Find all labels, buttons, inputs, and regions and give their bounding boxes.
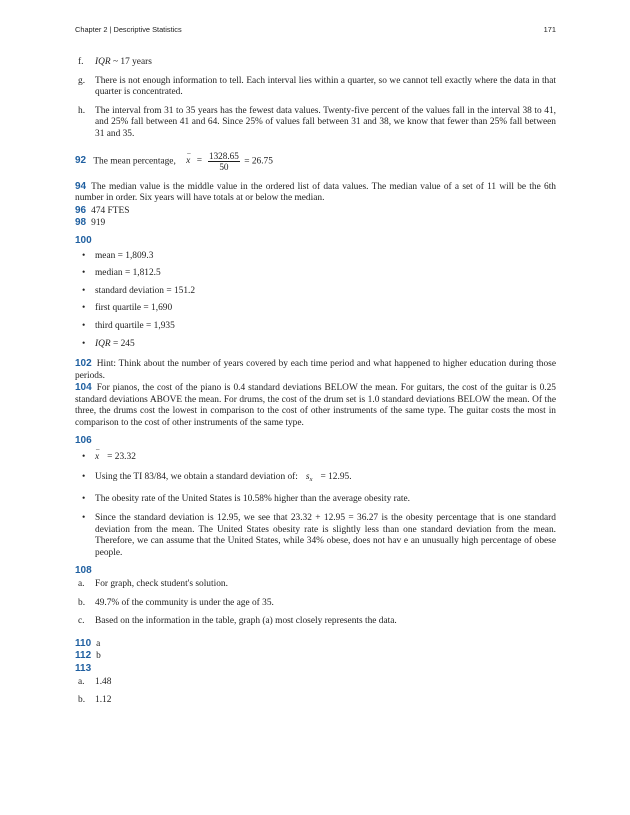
list-item [75,579,556,591]
answer-96 [75,205,556,218]
graph-answer-list [75,579,556,628]
iqr-label: IQR [95,57,111,67]
item-letter: b. [78,597,86,608]
xbar-symbol: – x [186,156,190,168]
item-letter: h. [78,105,86,116]
answer-content [75,57,556,714]
bullet: • [82,513,86,524]
list-item [75,321,556,333]
list-item [75,339,556,351]
item-text: Based on the information in the table, graph (a) most closely represents the data. [95,616,397,627]
answer-number: 94 [75,180,87,192]
page-number: 171 [543,25,556,34]
list-item [75,57,556,69]
list-item [75,513,556,559]
answer-number: 113 [75,662,92,674]
answer-text: 474 FTES [91,205,130,216]
answer-94 [75,181,556,205]
zscore-answer-list [75,677,556,707]
mean-fraction [208,151,240,172]
bullet: • [82,320,86,331]
xbar-symbol: – x [95,452,99,464]
list-item [75,472,556,486]
answer-text: a [96,638,101,649]
bullet: • [82,338,86,349]
s-symbol: s [305,471,310,482]
iqr-label: IQR [95,338,111,349]
bullet: • [82,250,86,261]
answer-number: 104 [75,382,92,394]
item-letter: a. [78,676,85,687]
item-text: Using the TI 83/84, we obtain a standard deviation of: [95,471,298,482]
item-text: first quartile = 1,690 [95,303,173,314]
bullet: • [82,303,86,314]
answer-number: 110 [75,637,92,649]
list-item [75,494,556,506]
bullet: • [82,494,86,505]
answer-text: For pianos, the cost of the piano is 0.4 standard deviations BELOW the mean. For guitars, the cost of the guitar is 0.25 standard deviations ABOVE the mean. For drums, the cost of the drum set is 1.0 standard deviations BELOW the mean. Of the three, the drums cost the lowest in comparison to the cost of other instruments of the same type. The guitar costs the most in comparison to the cost of other instruments of the same type. [75,383,556,429]
item-text: 1.48 [95,676,112,687]
answer-number: 100 [75,234,92,246]
item-text: = 23.32 [107,452,136,463]
item-text: median = 1,812.5 [95,268,161,279]
answer-number: 106 [75,434,92,446]
list-item [75,268,556,280]
answer-number: 108 [75,565,92,577]
answer-number: 102 [75,358,92,370]
list-item [75,616,556,628]
fraction-numerator: 1328.65 [208,150,239,161]
bullet: • [82,471,86,482]
s-subscript: x [309,475,313,483]
item-text: third quartile = 1,935 [95,320,175,331]
item-letter: a. [78,579,85,589]
stats-bullet-list [75,251,556,351]
item-text: The interval from 31 to 35 years has the fewest data values. Twenty-five percent of the values fall in the interval 38 to 41, and 25% fall between 41 and 64. Since 25% of values fall between 31 and 38, we know that fewer than 25% fall between 31 and 35. [95,105,556,139]
answer-text: b [96,651,101,662]
answer-text: The mean percentage, [93,156,176,167]
answer-112 [75,650,556,663]
item-text: = 12.95. [320,471,352,482]
list-item [75,303,556,315]
answer-106 [75,435,556,560]
bullet: • [82,285,86,296]
item-letter: f. [78,57,84,67]
bullet: • [82,452,86,463]
answer-104 [75,382,556,429]
previous-answer-list [75,57,556,141]
item-letter: b. [78,695,86,706]
answer-108 [75,565,556,627]
item-letter: g. [78,75,86,86]
answer-number: 92 [75,155,87,167]
obesity-bullet-list [75,452,556,559]
answer-113 [75,663,556,707]
answer-100 [75,235,556,350]
item-text: Since the standard deviation is 12.95, we see that 23.32 + 12.95 = 36.27 is the obesity percentage that is one standard deviation from the mean. The United States obesity rate is slightly less than one standard deviation from the mean. Therefore, we can assume that the United States, while 34% obese, does not hav e an unusually high percentage of obese people. [95,513,556,558]
fraction-denominator: 50 [219,161,229,172]
answer-number: 96 [75,204,87,216]
list-item [75,677,556,689]
item-text: mean = 1,809.3 [95,250,154,261]
answer-text: The median value is the middle value in the ordered list of data values. The median value of a set of 11 will be the 6th number in order. Six years will have totals at or below the median. [75,181,556,204]
item-letter: c. [78,616,85,627]
answer-102 [75,358,556,382]
list-item [75,695,556,707]
equals-sign: = [196,156,202,167]
answer-110 [75,638,556,651]
item-text: 49.7% of the community is under the age of 35. [95,597,274,608]
list-item [75,286,556,298]
fraction-result: = 26.75 [244,156,273,167]
item-text: = 245 [110,338,135,349]
answer-number: 98 [75,217,87,229]
item-text: There is not enough information to tell. Each interval lies within a quarter, so we cannot tell exactly where the data in that quarter is concentrated. [95,75,556,98]
item-text: standard deviation = 151.2 [95,285,196,296]
list-item [75,452,556,464]
item-text: For graph, check student's solution. [95,579,228,589]
answer-text: Hint: Think about the number of years covered by each time period and what happened to higher education during those periods. [75,359,556,381]
answer-92 [75,151,556,172]
answer-text: 919 [91,218,106,229]
item-text: The obesity rate of the United States is 10.58% higher than the average obesity rate. [95,494,411,505]
item-text: ~ 17 years [110,57,152,67]
item-text: 1.12 [95,695,112,706]
list-item [75,106,556,141]
bullet: • [82,268,86,279]
answer-98 [75,217,556,230]
chapter-header: Chapter 2 | Descriptive Statistics [75,25,182,34]
list-item [75,251,556,263]
list-item [75,76,556,99]
answer-number: 112 [75,650,92,662]
list-item [75,598,556,610]
